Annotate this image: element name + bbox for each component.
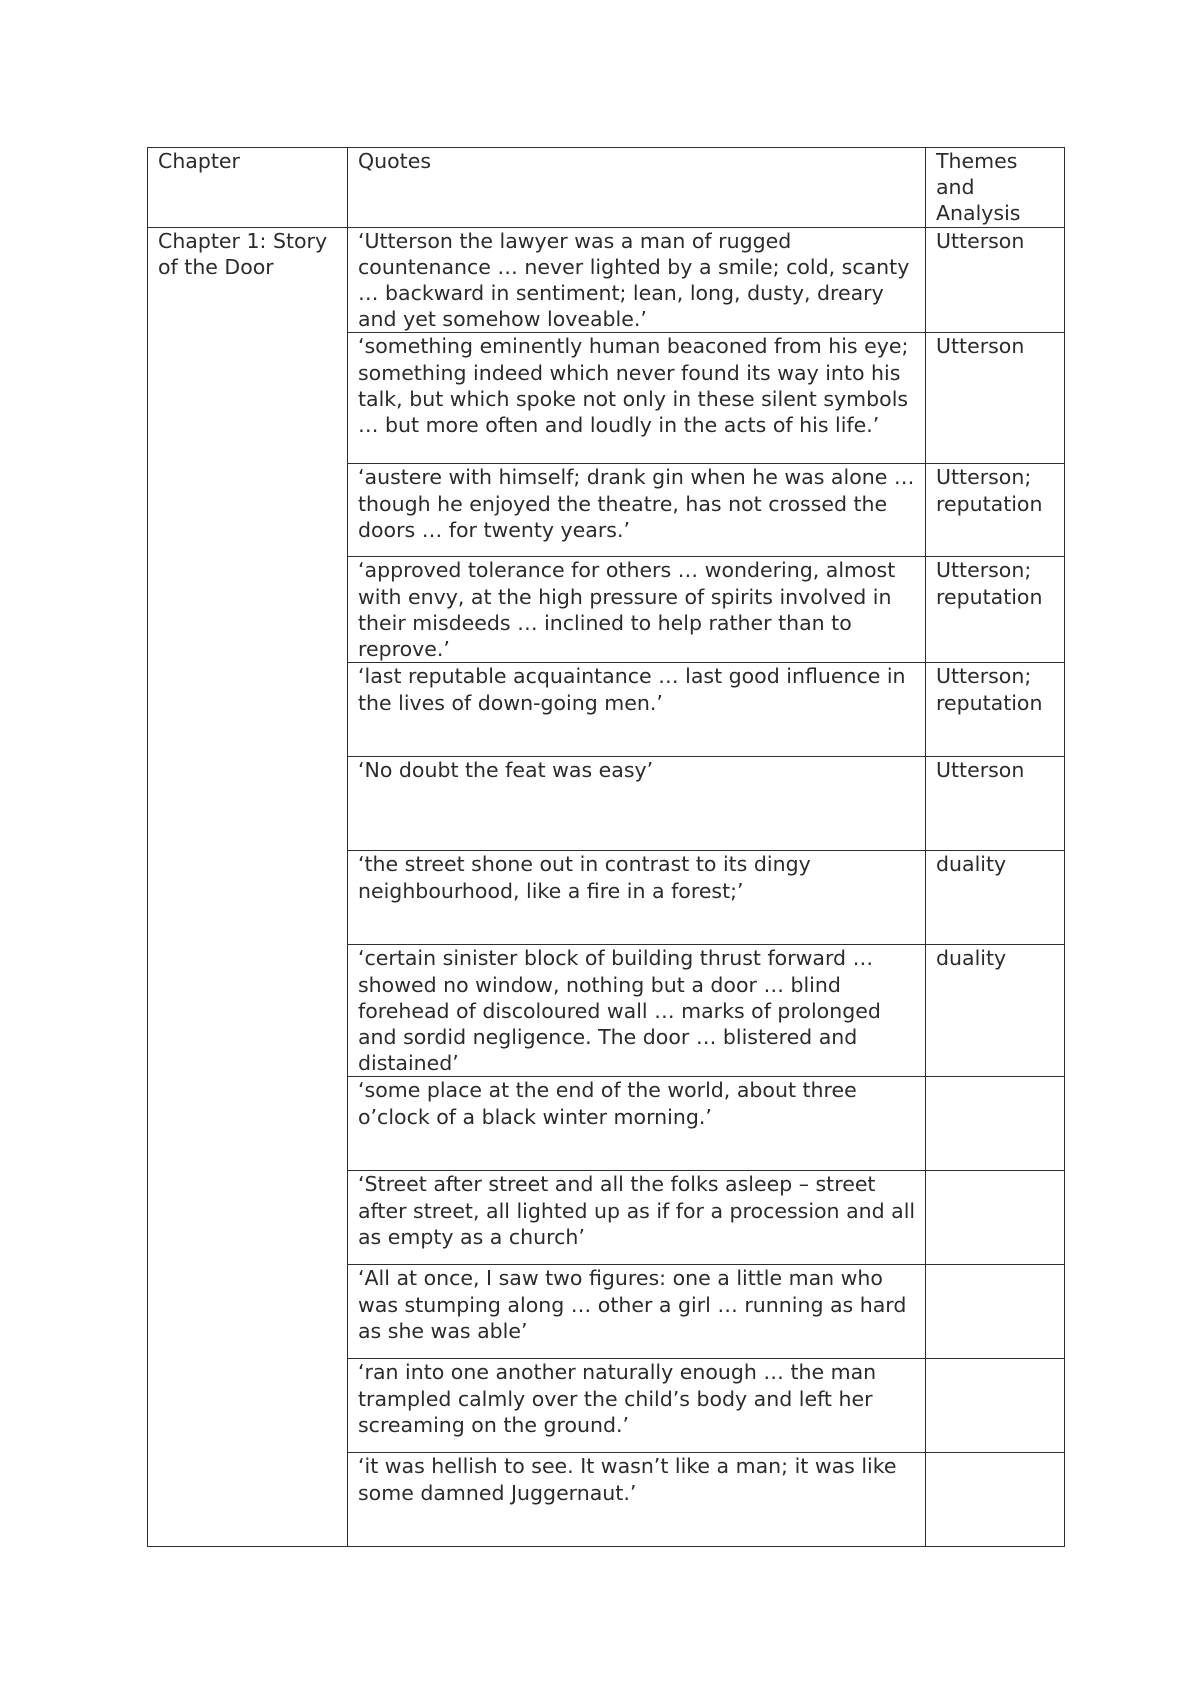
quote-cell: ‘approved tolerance for others … wondering, almost with envy, at the high pressure of spirits involved in their misdeeds … inclined to help rather than to reprove.’ bbox=[348, 557, 926, 663]
chapter-cell: Chapter 1: Story of the Door bbox=[148, 227, 348, 1547]
quote-cell: ‘ran into one another naturally enough … the man trampled calmly over the child’s body and left her screaming on the ground.’ bbox=[348, 1359, 926, 1453]
table-row bbox=[148, 227, 1065, 333]
header-themes: Themes and Analysis bbox=[926, 148, 1065, 228]
header-row bbox=[148, 148, 1065, 228]
theme-cell bbox=[926, 1359, 1065, 1453]
quote-cell: ‘something eminently human beaconed from his eye; something indeed which never found its way into his talk, but which spoke not only in these silent symbols … but more often and loudly in the acts of his life.’ bbox=[348, 333, 926, 464]
theme-cell: duality bbox=[926, 851, 1065, 945]
theme-cell: Utterson; reputation bbox=[926, 557, 1065, 663]
quote-cell: ‘certain sinister block of building thrust forward … showed no window, nothing but a door … blind forehead of discoloured wall … marks of prolonged and sordid negligence. The door … blistered and distained’ bbox=[348, 945, 926, 1077]
theme-cell bbox=[926, 1453, 1065, 1547]
theme-cell: duality bbox=[926, 945, 1065, 1077]
quote-cell: ‘Street after street and all the folks asleep – street after street, all lighted up as if for a procession and all as empty as a church’ bbox=[348, 1171, 926, 1265]
theme-cell: Utterson bbox=[926, 333, 1065, 464]
theme-cell bbox=[926, 1265, 1065, 1359]
quote-cell: ‘some place at the end of the world, about three o’clock of a black winter morning.’ bbox=[348, 1077, 926, 1171]
theme-cell: Utterson bbox=[926, 227, 1065, 333]
quote-cell: ‘austere with himself; drank gin when he was alone … though he enjoyed the theatre, has not crossed the doors … for twenty years.’ bbox=[348, 464, 926, 557]
quote-cell: ‘Utterson the lawyer was a man of rugged countenance … never lighted by a smile; cold, scanty … backward in sentiment; lean, long, dusty, dreary and yet somehow loveable.’ bbox=[348, 227, 926, 333]
theme-cell bbox=[926, 1171, 1065, 1265]
quote-cell: ‘last reputable acquaintance … last good influence in the lives of down-going men.’ bbox=[348, 663, 926, 757]
quotes-table bbox=[147, 147, 1065, 1547]
theme-cell: Utterson bbox=[926, 757, 1065, 851]
quote-cell: ‘All at once, I saw two figures: one a little man who was stumping along … other a girl … running as hard as she was able’ bbox=[348, 1265, 926, 1359]
theme-cell: Utterson; reputation bbox=[926, 663, 1065, 757]
quote-cell: ‘No doubt the feat was easy’ bbox=[348, 757, 926, 851]
quote-cell: ‘it was hellish to see. It wasn’t like a man; it was like some damned Juggernaut.’ bbox=[348, 1453, 926, 1547]
theme-cell: Utterson; reputation bbox=[926, 464, 1065, 557]
quote-cell: ‘the street shone out in contrast to its dingy neighbourhood, like a fire in a forest;’ bbox=[348, 851, 926, 945]
header-chapter: Chapter bbox=[148, 148, 348, 228]
theme-cell bbox=[926, 1077, 1065, 1171]
header-quotes: Quotes bbox=[348, 148, 926, 228]
